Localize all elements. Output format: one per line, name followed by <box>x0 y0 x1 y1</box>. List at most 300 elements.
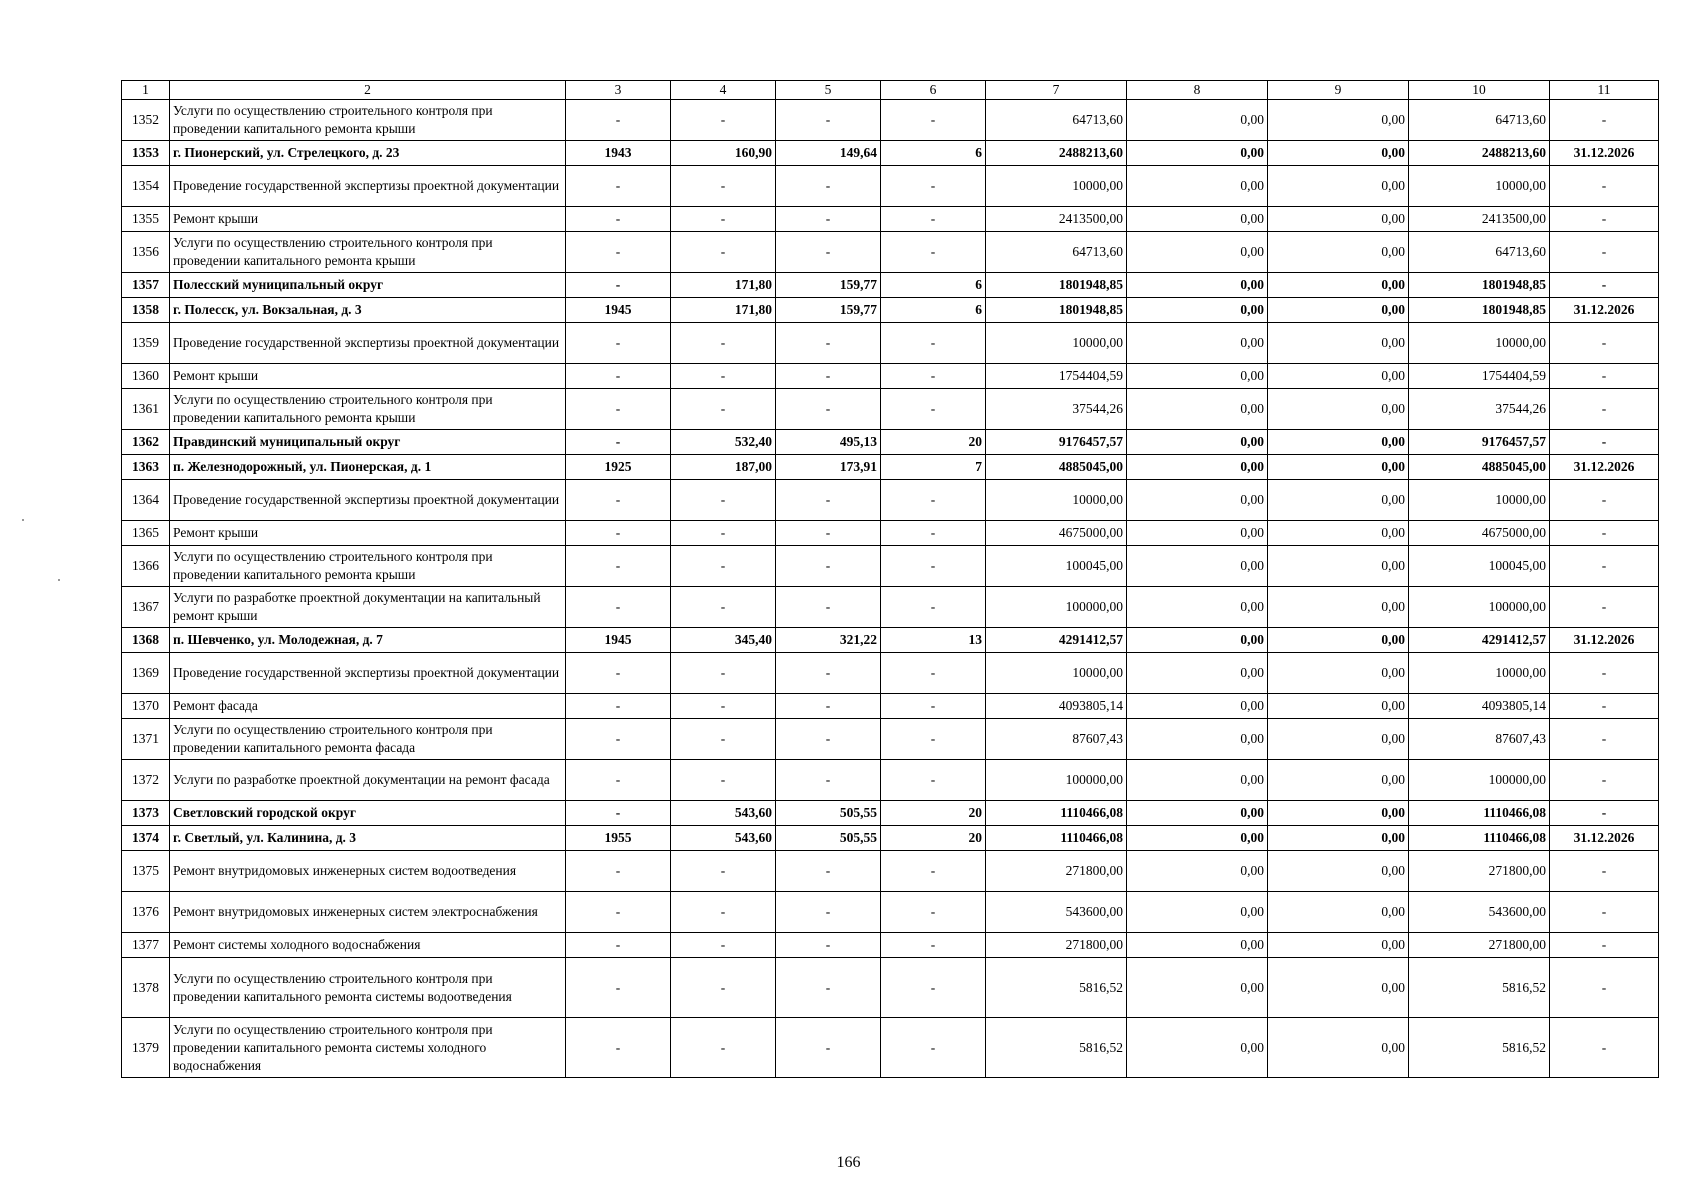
total-cost-cell: 9176457,57 <box>986 430 1127 455</box>
fund-value-9-cell: 0,00 <box>1268 166 1409 207</box>
row-number-cell: 1375 <box>122 851 170 892</box>
build-year-cell: - <box>566 958 671 1018</box>
total-area-cell: - <box>671 1018 776 1078</box>
build-year-cell: 1943 <box>566 141 671 166</box>
table-row <box>122 207 1659 232</box>
owners-funds-cell: 10000,00 <box>1409 653 1550 694</box>
total-area-cell: - <box>671 207 776 232</box>
completion-date-cell: - <box>1550 851 1659 892</box>
table-row <box>122 892 1659 933</box>
owners-funds-cell: 100000,00 <box>1409 760 1550 801</box>
completion-date-cell: - <box>1550 323 1659 364</box>
build-year-cell: - <box>566 892 671 933</box>
living-area-cell: - <box>776 851 881 892</box>
total-area-cell: - <box>671 653 776 694</box>
table-row <box>122 455 1659 480</box>
total-area-cell: - <box>671 232 776 273</box>
total-cost-cell: 271800,00 <box>986 933 1127 958</box>
table-row <box>122 273 1659 298</box>
row-number-cell: 1371 <box>122 719 170 760</box>
completion-date-cell: - <box>1550 801 1659 826</box>
table-row <box>122 933 1659 958</box>
completion-date-cell: 31.12.2026 <box>1550 298 1659 323</box>
row-number-cell: 1376 <box>122 892 170 933</box>
row-name-cell: Услуги по осуществлению строительного контроля при проведении капитального ремонта системы водоотведения <box>170 958 566 1018</box>
column-header: 8 <box>1127 81 1268 100</box>
total-cost-cell: 100045,00 <box>986 546 1127 587</box>
row-name-cell: Ремонт внутридомовых инженерных систем электроснабжения <box>170 892 566 933</box>
living-area-cell: 173,91 <box>776 455 881 480</box>
build-year-cell: - <box>566 719 671 760</box>
row-number-cell: 1357 <box>122 273 170 298</box>
fund-value-8-cell: 0,00 <box>1127 694 1268 719</box>
row-number-cell: 1363 <box>122 455 170 480</box>
completion-date-cell: - <box>1550 207 1659 232</box>
build-year-cell: 1945 <box>566 298 671 323</box>
fund-value-9-cell: 0,00 <box>1268 323 1409 364</box>
build-year-cell: - <box>566 521 671 546</box>
owners-funds-cell: 10000,00 <box>1409 323 1550 364</box>
total-area-cell: 187,00 <box>671 455 776 480</box>
owners-funds-cell: 100045,00 <box>1409 546 1550 587</box>
table-row <box>122 323 1659 364</box>
row-number-cell: 1373 <box>122 801 170 826</box>
column-number-header-row <box>122 81 1659 100</box>
build-year-cell: - <box>566 430 671 455</box>
build-year-cell: - <box>566 851 671 892</box>
completion-date-cell: - <box>1550 166 1659 207</box>
residents-count-cell: - <box>881 100 986 141</box>
column-header: 11 <box>1550 81 1659 100</box>
fund-value-8-cell: 0,00 <box>1127 455 1268 480</box>
row-number-cell: 1359 <box>122 323 170 364</box>
total-area-cell: - <box>671 364 776 389</box>
row-name-cell: г. Полесск, ул. Вокзальная, д. 3 <box>170 298 566 323</box>
total-area-cell: - <box>671 958 776 1018</box>
living-area-cell: - <box>776 760 881 801</box>
fund-value-9-cell: 0,00 <box>1268 933 1409 958</box>
owners-funds-cell: 543600,00 <box>1409 892 1550 933</box>
total-cost-cell: 10000,00 <box>986 653 1127 694</box>
living-area-cell: 505,55 <box>776 801 881 826</box>
build-year-cell: - <box>566 100 671 141</box>
residents-count-cell: 13 <box>881 628 986 653</box>
row-name-cell: Услуги по разработке проектной документации на ремонт фасада <box>170 760 566 801</box>
fund-value-8-cell: 0,00 <box>1127 801 1268 826</box>
owners-funds-cell: 1801948,85 <box>1409 273 1550 298</box>
row-name-cell: Услуги по осуществлению строительного контроля при проведении капитального ремонта системы холодного водоснабжения <box>170 1018 566 1078</box>
fund-value-8-cell: 0,00 <box>1127 141 1268 166</box>
row-number-cell: 1352 <box>122 100 170 141</box>
row-number-cell: 1361 <box>122 389 170 430</box>
residents-count-cell: - <box>881 694 986 719</box>
fund-value-8-cell: 0,00 <box>1127 100 1268 141</box>
build-year-cell: - <box>566 323 671 364</box>
living-area-cell: - <box>776 546 881 587</box>
table-row <box>122 430 1659 455</box>
residents-count-cell: - <box>881 480 986 521</box>
row-name-cell: Полесский муниципальный округ <box>170 273 566 298</box>
fund-value-9-cell: 0,00 <box>1268 1018 1409 1078</box>
completion-date-cell: - <box>1550 1018 1659 1078</box>
table-row <box>122 546 1659 587</box>
column-header: 3 <box>566 81 671 100</box>
table-row <box>122 801 1659 826</box>
row-name-cell: г. Светлый, ул. Калинина, д. 3 <box>170 826 566 851</box>
fund-value-8-cell: 0,00 <box>1127 207 1268 232</box>
residents-count-cell: - <box>881 389 986 430</box>
row-number-cell: 1374 <box>122 826 170 851</box>
row-number-cell: 1379 <box>122 1018 170 1078</box>
owners-funds-cell: 271800,00 <box>1409 933 1550 958</box>
scan-speck <box>22 519 24 521</box>
table-row <box>122 958 1659 1018</box>
completion-date-cell: - <box>1550 389 1659 430</box>
living-area-cell: - <box>776 166 881 207</box>
completion-date-cell: - <box>1550 719 1659 760</box>
completion-date-cell: - <box>1550 587 1659 628</box>
owners-funds-cell: 1110466,08 <box>1409 826 1550 851</box>
fund-value-9-cell: 0,00 <box>1268 546 1409 587</box>
build-year-cell: - <box>566 801 671 826</box>
row-number-cell: 1354 <box>122 166 170 207</box>
fund-value-8-cell: 0,00 <box>1127 323 1268 364</box>
fund-value-9-cell: 0,00 <box>1268 892 1409 933</box>
fund-value-9-cell: 0,00 <box>1268 207 1409 232</box>
living-area-cell: - <box>776 719 881 760</box>
row-name-cell: п. Железнодорожный, ул. Пионерская, д. 1 <box>170 455 566 480</box>
owners-funds-cell: 1110466,08 <box>1409 801 1550 826</box>
fund-value-9-cell: 0,00 <box>1268 430 1409 455</box>
column-header: 9 <box>1268 81 1409 100</box>
completion-date-cell: - <box>1550 364 1659 389</box>
fund-value-9-cell: 0,00 <box>1268 826 1409 851</box>
fund-value-9-cell: 0,00 <box>1268 389 1409 430</box>
row-number-cell: 1353 <box>122 141 170 166</box>
total-cost-cell: 2413500,00 <box>986 207 1127 232</box>
total-area-cell: - <box>671 587 776 628</box>
total-cost-cell: 10000,00 <box>986 480 1127 521</box>
row-number-cell: 1372 <box>122 760 170 801</box>
living-area-cell: - <box>776 587 881 628</box>
fund-value-8-cell: 0,00 <box>1127 628 1268 653</box>
fund-value-9-cell: 0,00 <box>1268 141 1409 166</box>
owners-funds-cell: 4885045,00 <box>1409 455 1550 480</box>
owners-funds-cell: 10000,00 <box>1409 166 1550 207</box>
living-area-cell: 149,64 <box>776 141 881 166</box>
column-header: 1 <box>122 81 170 100</box>
residents-count-cell: - <box>881 892 986 933</box>
total-cost-cell: 1110466,08 <box>986 801 1127 826</box>
completion-date-cell: - <box>1550 521 1659 546</box>
row-number-cell: 1366 <box>122 546 170 587</box>
build-year-cell: - <box>566 653 671 694</box>
row-name-cell: Услуги по осуществлению строительного контроля при проведении капитального ремонта крыши <box>170 389 566 430</box>
row-number-cell: 1368 <box>122 628 170 653</box>
total-area-cell: 543,60 <box>671 826 776 851</box>
row-name-cell: Услуги по осуществлению строительного контроля при проведении капитального ремонта крыши <box>170 546 566 587</box>
residents-count-cell: 20 <box>881 826 986 851</box>
living-area-cell: - <box>776 480 881 521</box>
fund-value-9-cell: 0,00 <box>1268 719 1409 760</box>
residents-count-cell: - <box>881 364 986 389</box>
completion-date-cell: - <box>1550 100 1659 141</box>
column-header: 6 <box>881 81 986 100</box>
build-year-cell: 1955 <box>566 826 671 851</box>
total-area-cell: - <box>671 166 776 207</box>
total-cost-cell: 5816,52 <box>986 958 1127 1018</box>
completion-date-cell: - <box>1550 958 1659 1018</box>
fund-value-8-cell: 0,00 <box>1127 958 1268 1018</box>
residents-count-cell: - <box>881 933 986 958</box>
total-area-cell: - <box>671 933 776 958</box>
column-header: 4 <box>671 81 776 100</box>
residents-count-cell: - <box>881 719 986 760</box>
living-area-cell: - <box>776 323 881 364</box>
fund-value-8-cell: 0,00 <box>1127 1018 1268 1078</box>
table-row <box>122 389 1659 430</box>
total-cost-cell: 4291412,57 <box>986 628 1127 653</box>
row-number-cell: 1364 <box>122 480 170 521</box>
row-name-cell: Услуги по разработке проектной документации на капитальный ремонт крыши <box>170 587 566 628</box>
build-year-cell: - <box>566 760 671 801</box>
table-row <box>122 694 1659 719</box>
table-row <box>122 760 1659 801</box>
living-area-cell: - <box>776 207 881 232</box>
total-cost-cell: 64713,60 <box>986 100 1127 141</box>
fund-value-9-cell: 0,00 <box>1268 694 1409 719</box>
row-name-cell: Ремонт крыши <box>170 521 566 546</box>
row-name-cell: Ремонт крыши <box>170 207 566 232</box>
owners-funds-cell: 9176457,57 <box>1409 430 1550 455</box>
total-cost-cell: 271800,00 <box>986 851 1127 892</box>
scan-speck <box>58 579 60 581</box>
fund-value-8-cell: 0,00 <box>1127 851 1268 892</box>
fund-value-8-cell: 0,00 <box>1127 587 1268 628</box>
table-row <box>122 521 1659 546</box>
fund-value-9-cell: 0,00 <box>1268 232 1409 273</box>
living-area-cell: - <box>776 364 881 389</box>
residents-count-cell: 20 <box>881 801 986 826</box>
fund-value-9-cell: 0,00 <box>1268 298 1409 323</box>
owners-funds-cell: 100000,00 <box>1409 587 1550 628</box>
completion-date-cell: - <box>1550 653 1659 694</box>
living-area-cell: - <box>776 958 881 1018</box>
total-area-cell: - <box>671 100 776 141</box>
table-row <box>122 141 1659 166</box>
row-name-cell: Услуги по осуществлению строительного контроля при проведении капитального ремонта крыши <box>170 232 566 273</box>
total-area-cell: - <box>671 480 776 521</box>
fund-value-8-cell: 0,00 <box>1127 521 1268 546</box>
living-area-cell: - <box>776 100 881 141</box>
completion-date-cell: - <box>1550 546 1659 587</box>
total-area-cell: - <box>671 389 776 430</box>
column-header: 7 <box>986 81 1127 100</box>
table-row <box>122 298 1659 323</box>
residents-count-cell: - <box>881 760 986 801</box>
row-name-cell: Услуги по осуществлению строительного контроля при проведении капитального ремонта фасада <box>170 719 566 760</box>
residents-count-cell: 20 <box>881 430 986 455</box>
living-area-cell: 505,55 <box>776 826 881 851</box>
fund-value-8-cell: 0,00 <box>1127 389 1268 430</box>
residents-count-cell: - <box>881 323 986 364</box>
fund-value-8-cell: 0,00 <box>1127 166 1268 207</box>
living-area-cell: 321,22 <box>776 628 881 653</box>
fund-value-8-cell: 0,00 <box>1127 760 1268 801</box>
fund-value-8-cell: 0,00 <box>1127 826 1268 851</box>
total-area-cell: 171,80 <box>671 273 776 298</box>
completion-date-cell: - <box>1550 933 1659 958</box>
residents-count-cell: - <box>881 546 986 587</box>
fund-value-9-cell: 0,00 <box>1268 364 1409 389</box>
build-year-cell: - <box>566 1018 671 1078</box>
total-area-cell: 345,40 <box>671 628 776 653</box>
build-year-cell: - <box>566 587 671 628</box>
residents-count-cell: 6 <box>881 273 986 298</box>
owners-funds-cell: 2488213,60 <box>1409 141 1550 166</box>
build-year-cell: - <box>566 480 671 521</box>
residents-count-cell: - <box>881 166 986 207</box>
completion-date-cell: 31.12.2026 <box>1550 141 1659 166</box>
living-area-cell: - <box>776 933 881 958</box>
total-area-cell: 171,80 <box>671 298 776 323</box>
living-area-cell: 159,77 <box>776 298 881 323</box>
build-year-cell: - <box>566 546 671 587</box>
build-year-cell: - <box>566 273 671 298</box>
total-cost-cell: 4885045,00 <box>986 455 1127 480</box>
row-number-cell: 1358 <box>122 298 170 323</box>
row-name-cell: Проведение государственной экспертизы проектной документации <box>170 166 566 207</box>
owners-funds-cell: 10000,00 <box>1409 480 1550 521</box>
living-area-cell: - <box>776 1018 881 1078</box>
fund-value-9-cell: 0,00 <box>1268 587 1409 628</box>
fund-value-9-cell: 0,00 <box>1268 521 1409 546</box>
completion-date-cell: 31.12.2026 <box>1550 826 1659 851</box>
total-area-cell: 160,90 <box>671 141 776 166</box>
total-area-cell: 532,40 <box>671 430 776 455</box>
total-cost-cell: 37544,26 <box>986 389 1127 430</box>
fund-value-9-cell: 0,00 <box>1268 480 1409 521</box>
row-name-cell: г. Пионерский, ул. Стрелецкого, д. 23 <box>170 141 566 166</box>
row-number-cell: 1360 <box>122 364 170 389</box>
completion-date-cell: 31.12.2026 <box>1550 628 1659 653</box>
living-area-cell: - <box>776 521 881 546</box>
completion-date-cell: 31.12.2026 <box>1550 455 1659 480</box>
residents-count-cell: - <box>881 958 986 1018</box>
residents-count-cell: - <box>881 232 986 273</box>
row-number-cell: 1378 <box>122 958 170 1018</box>
fund-value-8-cell: 0,00 <box>1127 430 1268 455</box>
table-row <box>122 1018 1659 1078</box>
completion-date-cell: - <box>1550 694 1659 719</box>
row-name-cell: Ремонт фасада <box>170 694 566 719</box>
fund-value-9-cell: 0,00 <box>1268 958 1409 1018</box>
fund-value-8-cell: 0,00 <box>1127 480 1268 521</box>
residents-count-cell: - <box>881 851 986 892</box>
table-row <box>122 232 1659 273</box>
residents-count-cell: - <box>881 207 986 232</box>
completion-date-cell: - <box>1550 480 1659 521</box>
total-area-cell: 543,60 <box>671 801 776 826</box>
row-number-cell: 1367 <box>122 587 170 628</box>
row-name-cell: Ремонт внутридомовых инженерных систем водоотведения <box>170 851 566 892</box>
owners-funds-cell: 4093805,14 <box>1409 694 1550 719</box>
row-number-cell: 1355 <box>122 207 170 232</box>
owners-funds-cell: 1801948,85 <box>1409 298 1550 323</box>
living-area-cell: - <box>776 389 881 430</box>
total-area-cell: - <box>671 323 776 364</box>
build-year-cell: - <box>566 694 671 719</box>
completion-date-cell: - <box>1550 430 1659 455</box>
column-header: 10 <box>1409 81 1550 100</box>
total-cost-cell: 10000,00 <box>986 323 1127 364</box>
fund-value-8-cell: 0,00 <box>1127 546 1268 587</box>
row-number-cell: 1369 <box>122 653 170 694</box>
build-year-cell: - <box>566 364 671 389</box>
total-cost-cell: 1754404,59 <box>986 364 1127 389</box>
living-area-cell: 495,13 <box>776 430 881 455</box>
owners-funds-cell: 1754404,59 <box>1409 364 1550 389</box>
fund-value-9-cell: 0,00 <box>1268 455 1409 480</box>
total-cost-cell: 100000,00 <box>986 760 1127 801</box>
total-cost-cell: 87607,43 <box>986 719 1127 760</box>
fund-value-8-cell: 0,00 <box>1127 892 1268 933</box>
completion-date-cell: - <box>1550 760 1659 801</box>
total-area-cell: - <box>671 760 776 801</box>
completion-date-cell: - <box>1550 273 1659 298</box>
owners-funds-cell: 4291412,57 <box>1409 628 1550 653</box>
total-cost-cell: 100000,00 <box>986 587 1127 628</box>
completion-date-cell: - <box>1550 232 1659 273</box>
build-year-cell: 1925 <box>566 455 671 480</box>
total-cost-cell: 4675000,00 <box>986 521 1127 546</box>
table-row <box>122 826 1659 851</box>
fund-value-9-cell: 0,00 <box>1268 628 1409 653</box>
residents-count-cell: - <box>881 587 986 628</box>
fund-value-8-cell: 0,00 <box>1127 298 1268 323</box>
living-area-cell: - <box>776 892 881 933</box>
fund-value-8-cell: 0,00 <box>1127 719 1268 760</box>
build-year-cell: - <box>566 232 671 273</box>
fund-value-9-cell: 0,00 <box>1268 100 1409 141</box>
living-area-cell: - <box>776 653 881 694</box>
owners-funds-cell: 4675000,00 <box>1409 521 1550 546</box>
total-cost-cell: 64713,60 <box>986 232 1127 273</box>
total-cost-cell: 543600,00 <box>986 892 1127 933</box>
living-area-cell: - <box>776 232 881 273</box>
fund-value-9-cell: 0,00 <box>1268 801 1409 826</box>
row-number-cell: 1365 <box>122 521 170 546</box>
residents-count-cell: - <box>881 1018 986 1078</box>
residents-count-cell: - <box>881 653 986 694</box>
fund-value-8-cell: 0,00 <box>1127 273 1268 298</box>
total-cost-cell: 2488213,60 <box>986 141 1127 166</box>
table-row <box>122 480 1659 521</box>
table-row <box>122 653 1659 694</box>
build-year-cell: - <box>566 933 671 958</box>
owners-funds-cell: 2413500,00 <box>1409 207 1550 232</box>
build-year-cell: 1945 <box>566 628 671 653</box>
row-name-cell: Проведение государственной экспертизы проектной документации <box>170 480 566 521</box>
row-number-cell: 1370 <box>122 694 170 719</box>
row-name-cell: Услуги по осуществлению строительного контроля при проведении капитального ремонта крыши <box>170 100 566 141</box>
fund-value-9-cell: 0,00 <box>1268 273 1409 298</box>
program-table <box>121 80 1659 1078</box>
build-year-cell: - <box>566 389 671 430</box>
residents-count-cell: 7 <box>881 455 986 480</box>
table-row <box>122 587 1659 628</box>
total-cost-cell: 4093805,14 <box>986 694 1127 719</box>
